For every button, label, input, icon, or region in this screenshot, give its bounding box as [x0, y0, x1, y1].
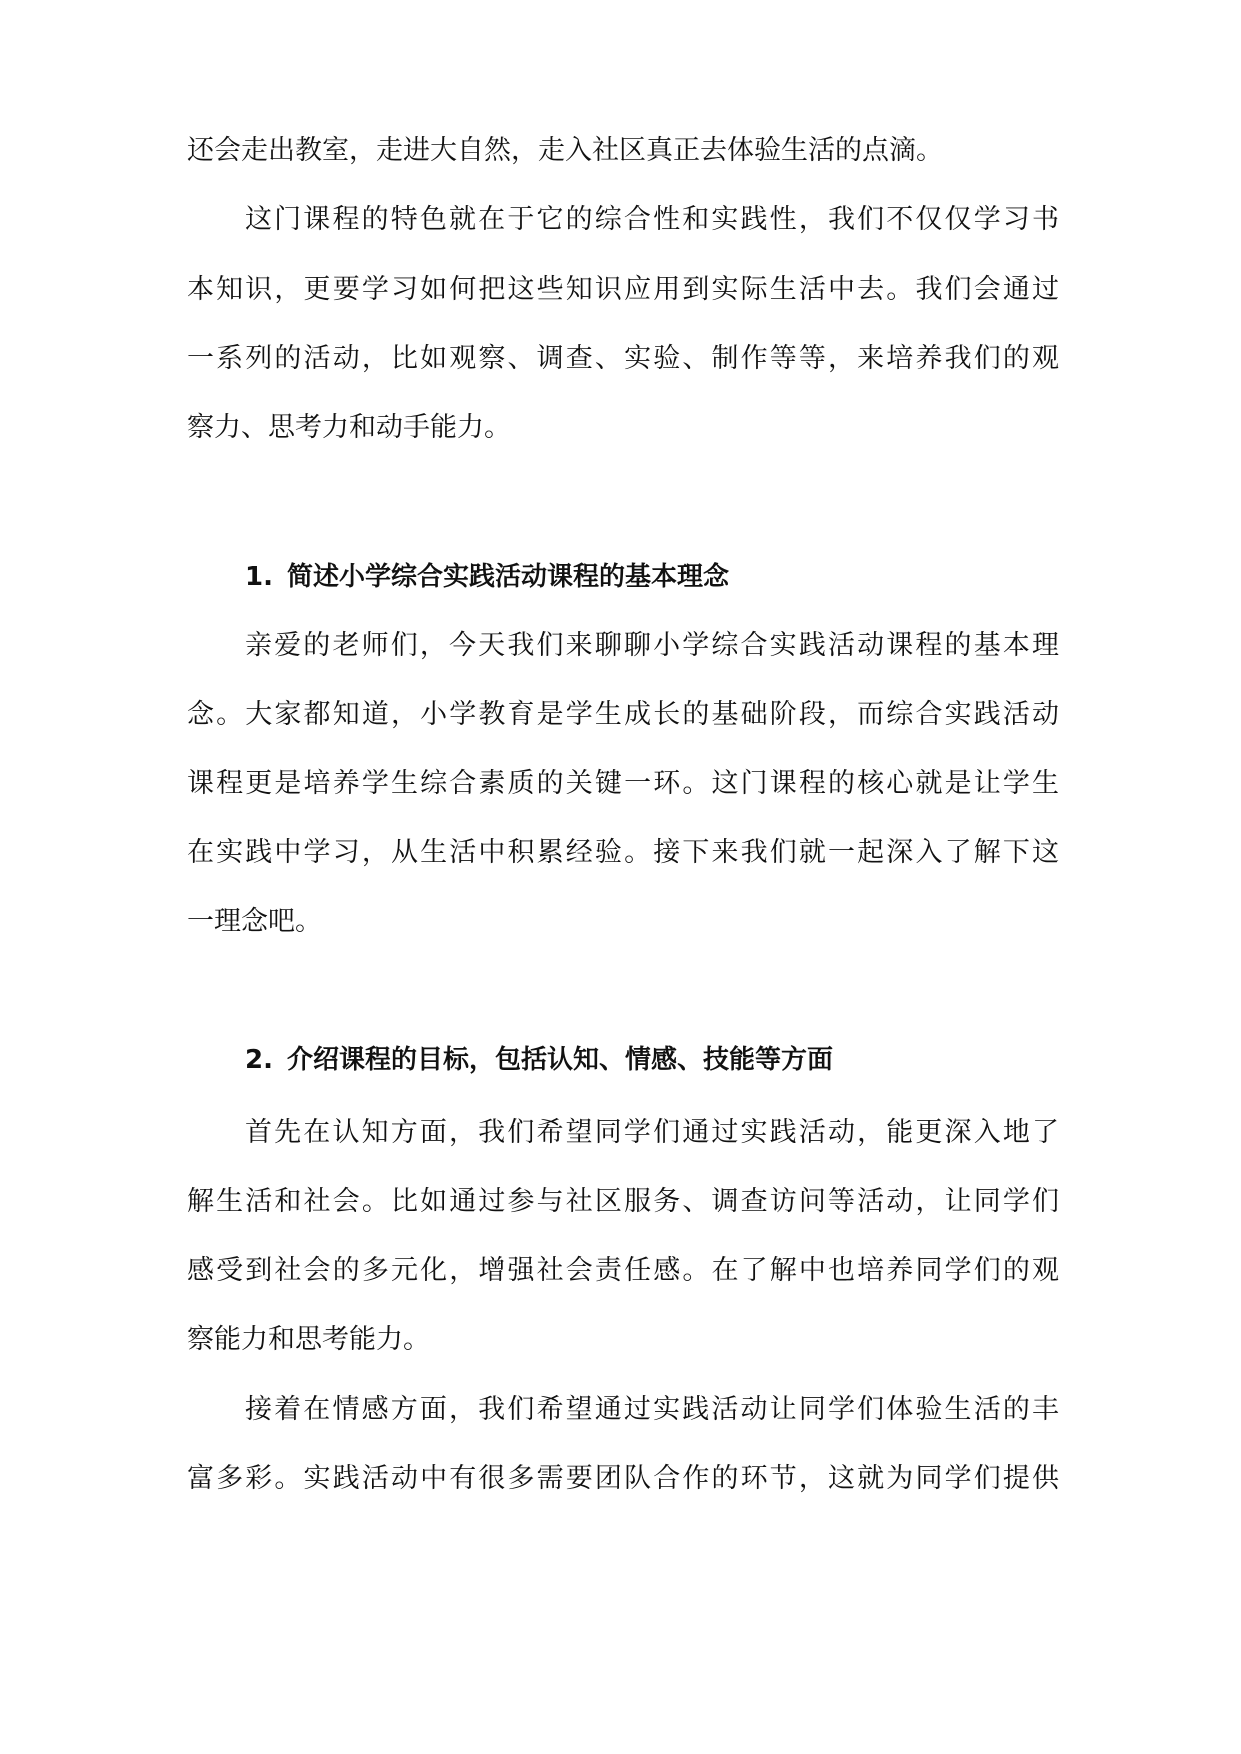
- feature-paragraph-line: 一系列的活动，比如观察、调查、实验、制作等等，来培养我们的观: [187, 343, 1059, 374]
- section-2-paragraph-2-line: 接着在情感方面，我们希望通过实践活动让同学们体验生活的丰: [245, 1394, 1059, 1425]
- feature-paragraph-line: 本知识，更要学习如何把这些知识应用到实际生活中去。我们会通过: [187, 274, 1059, 305]
- section-2-paragraph-1-line: 首先在认知方面，我们希望同学们通过实践活动，能更深入地了: [245, 1117, 1059, 1148]
- intro-paragraph-line: 还会走出教室，走进大自然，走入社区真正去体验生活的点滴。: [187, 135, 943, 166]
- section-1-paragraph-line: 一理念吧。: [187, 906, 322, 937]
- section-2-heading: [245, 1036, 833, 1084]
- section-2-paragraph-2-line: 富多彩。实践活动中有很多需要团队合作的环节，这就为同学们提供: [187, 1463, 1059, 1494]
- section-2-paragraph-1-line: 察能力和思考能力。: [187, 1324, 430, 1355]
- section-1-paragraph-line: 念。大家都知道，小学教育是学生成长的基础阶段，而综合实践活动: [187, 699, 1059, 730]
- section-2-paragraph-1-line: 解生活和社会。比如通过参与社区服务、调查访问等活动，让同学们: [187, 1186, 1059, 1217]
- section-1-number: 1.: [245, 562, 273, 592]
- section-1-paragraph-line: 课程更是培养学生综合素质的关键一环。这门课程的核心就是让学生: [187, 768, 1059, 799]
- section-1-paragraph-line: 亲爱的老师们，今天我们来聊聊小学综合实践活动课程的基本理: [245, 630, 1059, 661]
- section-1-paragraph-line: 在实践中学习，从生活中积累经验。接下来我们就一起深入了解下这: [187, 837, 1059, 868]
- section-1-heading: [245, 553, 729, 601]
- section-2-title: 介绍课程的目标，包括认知、情感、技能等方面: [287, 1045, 834, 1075]
- feature-paragraph-line: 察力、思考力和动手能力。: [187, 412, 511, 443]
- section-1-title: 简述小学综合实践活动课程的基本理念: [287, 562, 730, 592]
- feature-paragraph-line: 这门课程的特色就在于它的综合性和实践性，我们不仅仅学习书: [245, 204, 1059, 235]
- section-2-number: 2.: [245, 1045, 273, 1075]
- section-2-paragraph-1-line: 感受到社会的多元化，增强社会责任感。在了解中也培养同学们的观: [187, 1255, 1059, 1286]
